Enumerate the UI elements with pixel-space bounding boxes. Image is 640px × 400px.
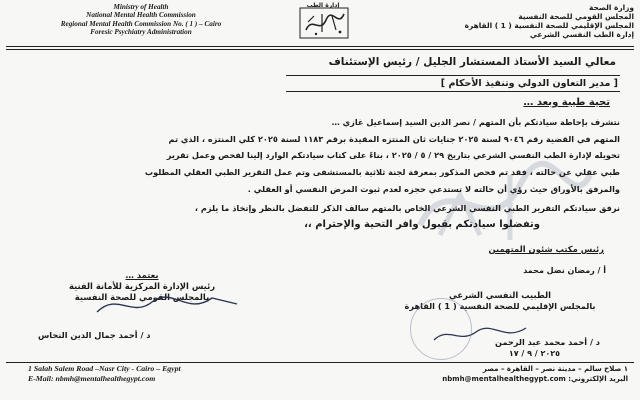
closing-salutation: وتفضلوا سيادتكم بقبول وافر التحية والإحترام ،، bbox=[304, 219, 540, 230]
header-divider bbox=[6, 46, 634, 47]
forensic-name: د / أحمد محمد عبد الرحمن bbox=[495, 337, 600, 347]
header-ar-national: المجلس القومي للصحة النفسية bbox=[518, 12, 634, 21]
footer-email-ar: البريد الإلكتروني: nbmh@mentalhealthegypt.com bbox=[442, 375, 628, 383]
body-line-1: نتشرف بإحاطة سيادتكم بأن المتهم / نصر الدين السيد إسماعيل غازي … bbox=[331, 117, 620, 127]
body-line-3: تحويله لإدارة الطب النفسي الشرعي بتاريخ ٢٩ / ٥ / ٢٠٢٥ ، بناءً على كتاب سيادتكم الوارد إلينا لفحص وعمل تقرير bbox=[166, 150, 620, 160]
body-line-6: نرفق سيادتكم التقرير الطبي النفسي الشرعي الخاص بالمتهم سالف الذكر للتفضل بالنظر وإتخاذ ما يلزم ، bbox=[194, 203, 620, 213]
header-ar-regional: المجلس الإقليمي للصحة النفسية ( 1 ) القاهرة bbox=[464, 21, 634, 30]
signature-scribble-icon bbox=[92, 290, 242, 320]
footer-divider bbox=[6, 362, 634, 363]
body-line-2: المتهم في القضية رقم ٩٠٤٦ لسنة ٢٠٢٥ جنايات ثان المنتزه المقيدة برقم ١١٨٣ لسنة ٢٠٢٥ كلي المنتزه ، الذي تم bbox=[168, 134, 620, 144]
header-en-ministry: Ministry of Health bbox=[113, 3, 169, 11]
header-en-regional: Regional Mental Health Commission No. ( 1 ) – Cairo bbox=[60, 19, 222, 28]
approval-title-2: بالمجلس القومي للصحة النفسية bbox=[74, 292, 210, 302]
footer-email-en: E-Mail: nbmh@mentalhealthegypt.com bbox=[28, 374, 156, 383]
round-stamp-icon bbox=[410, 298, 472, 360]
approval-name: د / أحمد جمال الدين النحاس bbox=[38, 330, 151, 340]
footer-address-ar: ١ صلاح سالم – مدينة نصر – القاهرة – مصر bbox=[482, 365, 628, 373]
office-head-title: رئيس مكتب شئون المتهمين bbox=[488, 244, 604, 254]
header-english bbox=[6, 3, 276, 37]
footer-address-en: 1 Salah Salem Road –Nasr City - Cairo – Egypt bbox=[28, 364, 181, 373]
office-head-name: أ / رمضان نضل محمد bbox=[523, 266, 606, 275]
forensic-sub: بالمجلس الإقليمي للصحة النفسية ( 1 ) القاهرة bbox=[404, 301, 596, 311]
body-line-4: طبي عقلي عن حالته ، فقد تم فحص المذكور بمعرفة لجنة ثلاثية بالمستشفى وتم عمل التقرير الطبي العقلي المطلوب bbox=[144, 167, 620, 177]
greeting: تحية طيبة وبعد … bbox=[523, 97, 610, 108]
header-en-national: National Mental Health Commission bbox=[86, 11, 196, 20]
department-line: [ مدير التعاون الدولي وتنفيذ الأحكام ] bbox=[286, 75, 620, 92]
header-arabic bbox=[419, 3, 634, 39]
body-line-5: والمرفق بالأوراق حيث رؤي أن حالته لا تستدعي حجزه لعدم ثبوت المرض النفسي أو العقلي . bbox=[247, 184, 620, 194]
header-ar-admin: إدارة الطب النفسي الشرعي bbox=[529, 30, 634, 39]
forensic-title: الطبيب النفسي الشرعي bbox=[448, 290, 552, 300]
watermark-logo-icon bbox=[400, 145, 600, 255]
header-ar-ministry: وزارة الصحة bbox=[589, 3, 634, 12]
logo-caption: إدارة الطب bbox=[306, 2, 340, 9]
header-en-admin: Foresic Psychiatry Administration bbox=[90, 28, 192, 37]
signature-date: ٢٠٢٥ / ٩ / ١٧ bbox=[508, 349, 560, 358]
approval-title-1: رئيس الإدارة المركزية للأمانة الفنية bbox=[68, 281, 216, 291]
header-divider-thin bbox=[6, 49, 634, 50]
approval-label: يعتمد … bbox=[125, 270, 159, 280]
addressee: معالي السيد الأستاذ المستشار الجليل / رئيس الإستئناف bbox=[328, 56, 616, 68]
